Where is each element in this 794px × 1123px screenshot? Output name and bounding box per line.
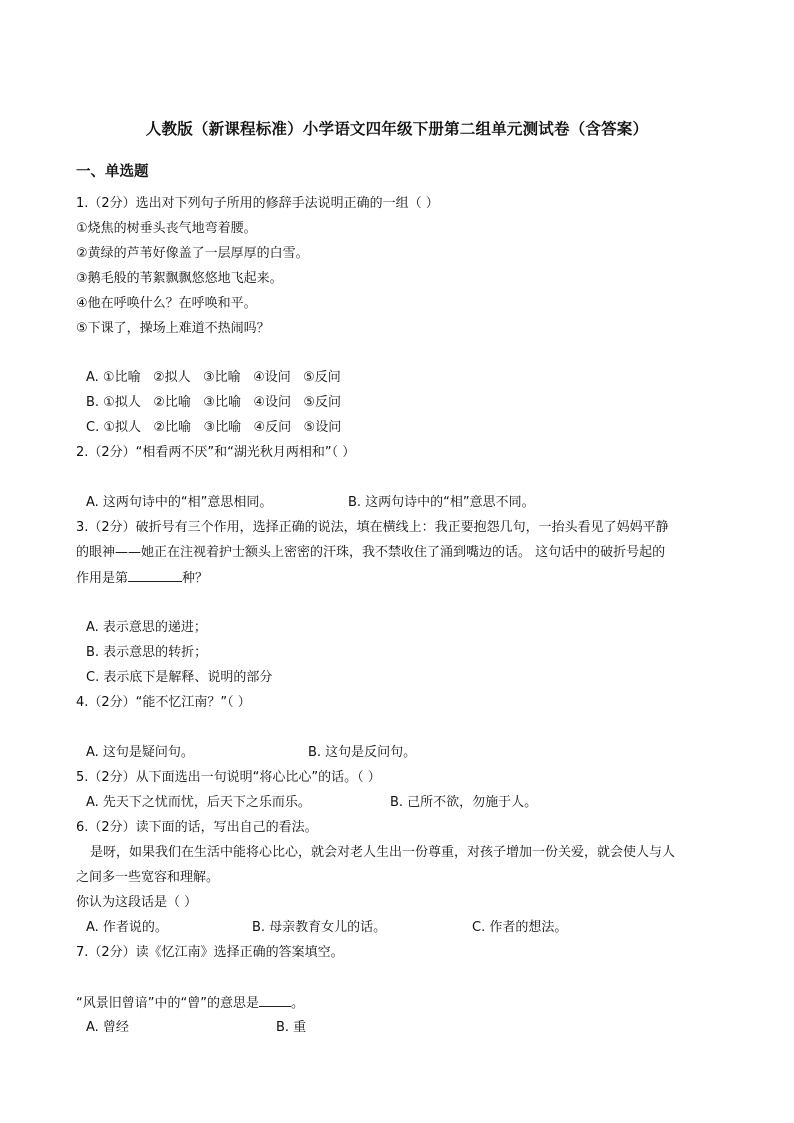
question-3-option-b[interactable]: B. 表示意思的转折； (86, 645, 208, 660)
question-1-sentence-3: ③鹅毛般的苇絮飘飘悠悠地飞起来。 (76, 271, 283, 286)
question-4-stem: 4.（2分）“能不忆江南？”（ ） (76, 695, 251, 710)
question-1-sentence-4: ④他在呼唤什么？在呼唤和平。 (76, 296, 257, 311)
question-4-option-a[interactable]: A. 这句是疑问句。 (86, 745, 194, 760)
question-1-sentence-1: ①烧焦的树垂头丧气地弯着腰。 (76, 221, 257, 236)
section-heading: 一、单选题 (76, 164, 149, 180)
question-1-option-a[interactable]: A. ①比喻 ②拟人 ③比喻 ④设问 ⑤反问 (86, 370, 341, 385)
question-7-answer-blank[interactable] (259, 994, 291, 1007)
question-3-answer-blank[interactable] (128, 569, 182, 582)
question-7-fill-end: 。 (290, 996, 304, 1011)
question-6-prompt: 你认为这段话是（ ） (76, 895, 198, 910)
question-1-option-b[interactable]: B. ①拟人 ②比喻 ③比喻 ④设问 ⑤反问 (86, 395, 342, 410)
question-2-stem: 2.（2分）“相看两不厌”和“湖光秋月两相和”（ ） (76, 445, 356, 460)
question-6-option-c[interactable]: C. 作者的想法。 (472, 920, 568, 935)
question-3-line-3 (76, 569, 208, 588)
document-title: 人教版（新课程标准）小学语文四年级下册第二组单元测试卷（含答案） (145, 120, 649, 138)
question-1-stem: 1.（2分）选出对下列句子所用的修辞手法说明正确的一组（ ） (76, 196, 439, 211)
question-6-passage-line-2: 之间多一些宽容和理解。 (76, 870, 220, 885)
question-5-stem: 5.（2分）从下面选出一句说明“将心比心”的话。（ ） (76, 770, 381, 785)
question-5-option-b[interactable]: B. 己所不欲，勿施于人。 (390, 795, 538, 810)
question-6-passage-line-1: 是呀，如果我们在生活中能将心比心，就会对老人生出一份尊重，对孩子增加一份关爱，就会使人与人 (90, 845, 676, 860)
question-3-line-3-start: 作用是第 (76, 571, 129, 586)
question-3-option-a[interactable]: A. 表示意思的递进； (86, 620, 207, 635)
question-5-option-a[interactable]: A. 先天下之忧而忧，后天下之乐而乐。 (86, 795, 311, 810)
question-2-option-b[interactable]: B. 这两句诗中的“相”意思不同。 (348, 495, 535, 510)
question-6-option-a[interactable]: A. 作者说的。 (86, 920, 168, 935)
question-1-option-c[interactable]: C. ①拟人 ②比喻 ③比喻 ④反问 ⑤设问 (86, 420, 342, 435)
question-3-option-c[interactable]: C. 表示底下是解释、说明的部分 (86, 670, 273, 685)
question-3-line-2: 的眼神——她正在注视着护士额头上密密的汗珠，我不禁收住了涌到嘴边的话。 这句话中的破折号起的 (76, 545, 666, 560)
question-1-sentence-2: ②黄绿的芦苇好像盖了一层厚厚的白雪。 (76, 246, 309, 261)
question-6-stem: 6.（2分）读下面的话，写出自己的看法。 (76, 820, 318, 835)
question-4-option-b[interactable]: B. 这句是反问句。 (308, 745, 417, 760)
question-3-line-3-end: 种？ (182, 571, 209, 586)
question-7-option-b[interactable]: B. 重 (276, 1020, 307, 1035)
question-3-line-1: 3.（2分）破折号有三个作用，选择正确的说法，填在横线上：我正要抱怨几句，一抬头看见了妈妈平静 (76, 520, 669, 535)
question-7-option-a[interactable]: A. 曾经 (86, 1020, 129, 1035)
question-2-option-a[interactable]: A. 这两句诗中的“相”意思相同。 (86, 495, 273, 510)
question-7-fill-line (76, 994, 304, 1013)
question-6-option-b[interactable]: B. 母亲教育女儿的话。 (252, 920, 387, 935)
question-1-sentence-5: ⑤下课了，操场上难道不热闹吗？ (76, 321, 270, 336)
question-7-stem: 7.（2分）读《忆江南》选择正确的答案填空。 (76, 945, 344, 960)
question-7-fill-start: “风景旧曾谙”中的“曾”的意思是 (76, 996, 259, 1011)
